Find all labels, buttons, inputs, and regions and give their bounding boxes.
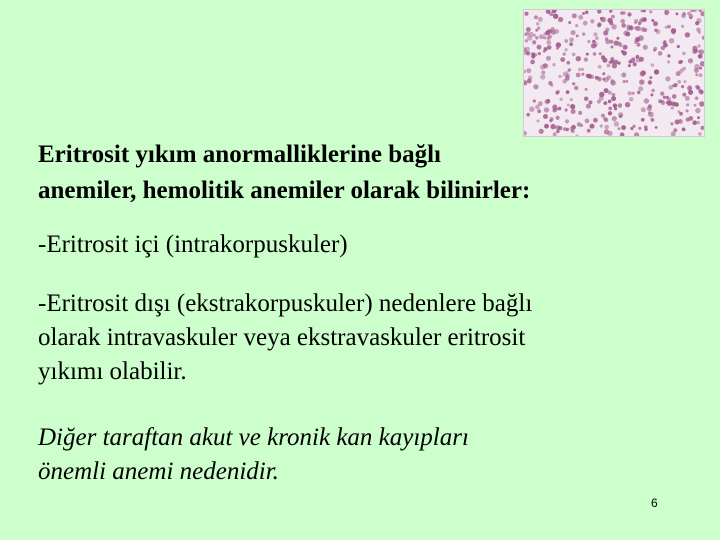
blood-smear-image [523,9,705,137]
slide-heading [38,137,698,209]
blood-smear-cells [524,10,704,136]
bullet-2-line-3: yıkımı olabilir. [38,358,187,385]
bullet-1-text: -Eritrosit içi (intrakorpuskuler) [38,231,348,258]
bullet-intracorpuscular [38,228,698,262]
italic-line-2: önemli anemi nedenidir. [38,458,279,485]
italic-line-1: Diğer taraftan akut ve kronik kan kayıpları [38,424,469,451]
heading-line-2: anemiler, hemolitik anemiler olarak bilinirler: [38,177,531,204]
bullet-2-line-2: olarak intravaskuler veya ekstravaskuler eritrosit [38,324,526,351]
bullet-2-line-1: -Eritrosit dışı (ekstrakorpuskuler) nedenlere bağlı [38,290,533,317]
page-number: 6 [651,496,658,510]
bullet-extracorpuscular [38,287,698,389]
heading-line-1: Eritrosit yıkım anormalliklerine bağlı [38,141,442,168]
blood-loss-note [38,421,658,489]
